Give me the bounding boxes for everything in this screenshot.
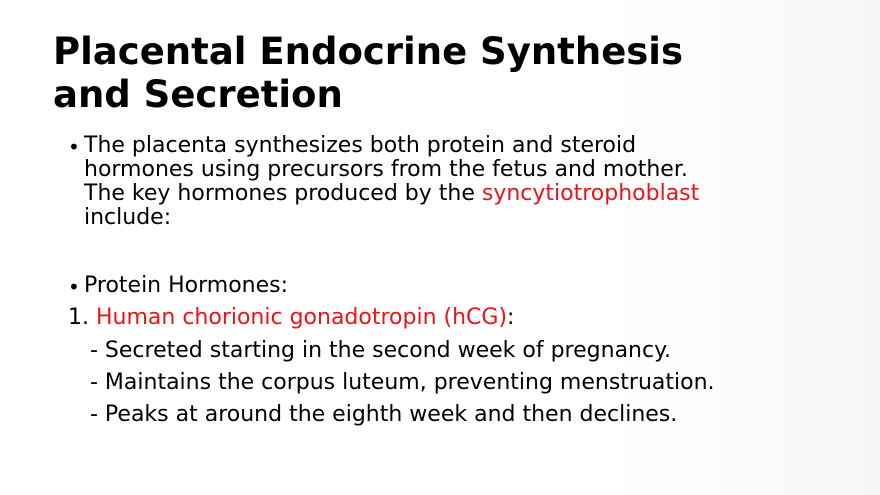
slide-title-line-2: and Secretion (53, 73, 343, 116)
hcg-highlight: Human chorionic gonadotropin (hCG) (95, 305, 508, 330)
bullet-marker-2: • (68, 275, 80, 299)
slide-title-line-1: Placental Endocrine Synthesis (53, 30, 684, 73)
bullet-marker-1: • (68, 135, 80, 159)
syncytiotrophoblast-highlight: syncytiotrophoblast (481, 181, 700, 206)
bullet-1-line-3 (84, 181, 699, 207)
bullet-1-line-3-text: The key hormones produced by the (84, 181, 482, 206)
detail-line-3: - Peaks at around the eighth week and then declines. (90, 402, 678, 427)
bullet-1-line-4: include: (84, 205, 172, 230)
numbered-item-1 (68, 305, 514, 331)
bullet-2-text: Protein Hormones: (84, 273, 289, 298)
numbered-item-1-suffix: : (507, 305, 515, 330)
detail-line-2: - Maintains the corpus luteum, preventing menstruation. (90, 370, 715, 395)
numbered-item-1-number: 1. (68, 305, 96, 330)
bullet-1-line-1: The placenta synthesizes both protein and steroid (84, 133, 637, 158)
detail-line-1: - Secreted starting in the second week of pregnancy. (90, 338, 671, 363)
bullet-1-line-2: hormones using precursors from the fetus and mother. (84, 157, 688, 182)
